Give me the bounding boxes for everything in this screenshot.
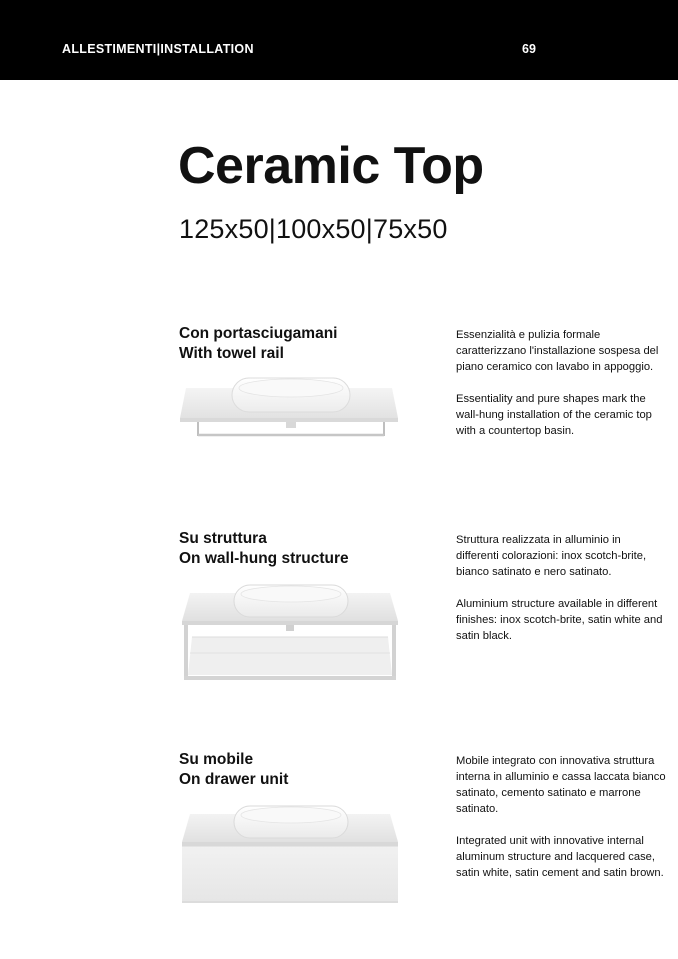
section-text-en: Essentiality and pure shapes mark the wall-hung installation of the ceramic top with a countertop basin. (456, 393, 652, 437)
section-title-en: With towel rail (179, 345, 284, 362)
section-text-towel-rail (456, 327, 666, 439)
section-title-it: Con portasciugamani (179, 325, 338, 342)
section-title-drawer-unit (179, 750, 288, 790)
section-text-drawer-unit (456, 753, 666, 881)
ceramic-top-towel-rail-image (178, 374, 402, 444)
section-text-en: Aluminium structure available in different finishes: inox scotch-brite, satin white and satin black. (456, 598, 663, 642)
section-title-structure (179, 529, 349, 569)
section-text-it: Essenzialità e pulizia formale caratterizzano l'installazione sospesa del piano ceramico con lavabo in appoggio. (456, 329, 659, 373)
section-text-en: Integrated unit with innovative internal aluminum structure and lacquered case, satin white, satin cement and satin brown. (456, 835, 664, 879)
section-text-it: Mobile integrato con innovativa struttura interna in alluminio e cassa laccata bianco satinato, cemento satinato e marrone satinato. (456, 755, 666, 815)
section-text-structure (456, 532, 666, 644)
page-number: 69 (522, 42, 536, 56)
section-title-it: Su struttura (179, 530, 267, 547)
ceramic-top-drawer-unit-image (178, 804, 402, 906)
section-title-en: On drawer unit (179, 771, 289, 788)
section-title-it: Su mobile (179, 751, 254, 768)
section-title-towel-rail (179, 324, 337, 364)
size-options: 125x50|100x50|75x50 (179, 214, 448, 244)
section-label: ALLESTIMENTI|INSTALLATION (62, 42, 254, 56)
section-text-it: Struttura realizzata in alluminio in differenti colorazioni: inox scotch-brite, bianco satinato e nero satinato. (456, 534, 647, 578)
ceramic-top-structure-image (178, 583, 402, 683)
page-header (0, 0, 678, 80)
page-title: Ceramic Top (178, 137, 484, 195)
section-title-en: On wall-hung structure (179, 550, 349, 567)
